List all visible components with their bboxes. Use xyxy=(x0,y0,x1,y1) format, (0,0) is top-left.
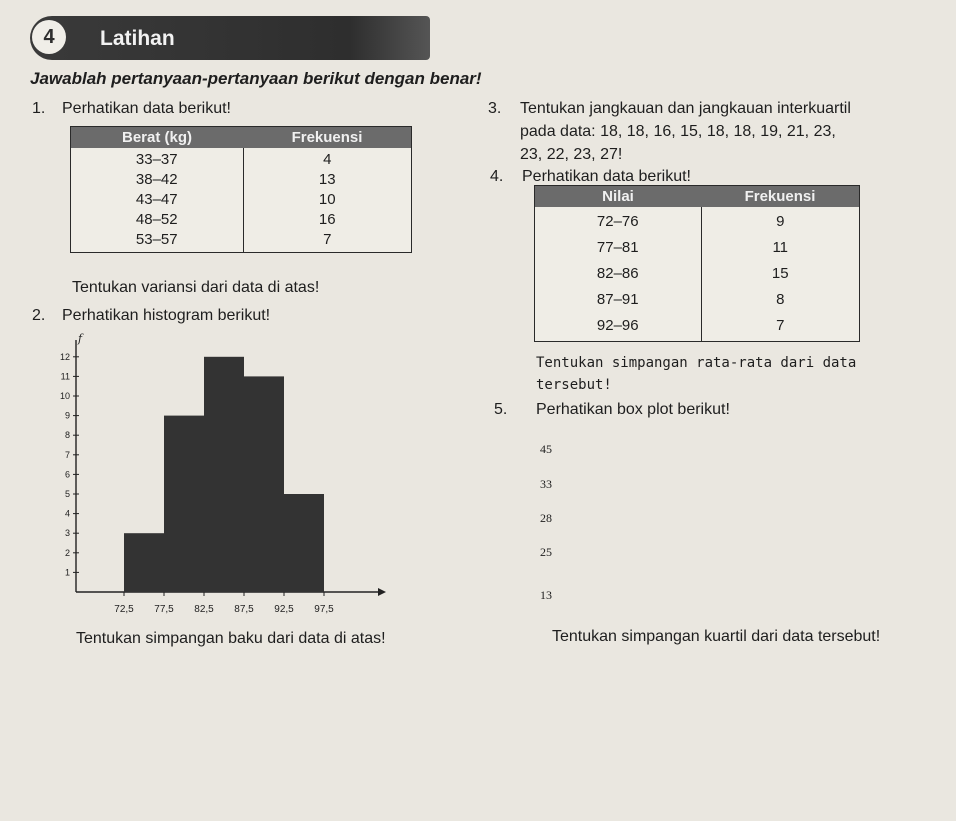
table-header: Berat (kg) xyxy=(71,127,244,149)
instruction-text: Jawablah pertanyaan-pertanyaan berikut dengan benar! xyxy=(30,69,482,88)
table-cell: 10 xyxy=(318,191,336,208)
table-cell: 7 xyxy=(776,317,785,334)
table-cell: 87–91 xyxy=(596,291,639,308)
y-tick-label: 12 xyxy=(60,351,70,362)
table-cell: 8 xyxy=(776,291,785,308)
table-cell: 43–47 xyxy=(135,191,178,208)
table-cell: 11 xyxy=(772,239,789,256)
q1-text: Perhatikan data berikut! xyxy=(62,100,231,117)
q4-text: Perhatikan data berikut! xyxy=(522,168,691,185)
y-tick-label: 10 xyxy=(60,391,70,401)
boxplot-value: 25 xyxy=(540,545,552,559)
y-tick-label: 9 xyxy=(64,410,70,421)
q2-task: Tentukan simpangan baku dari data di atas! xyxy=(76,630,386,647)
q4-task-line-1: Tentukan simpangan rata-rata dari data xyxy=(536,355,857,371)
table-cell: 53–57 xyxy=(135,231,178,248)
q3-line-2: pada data: 18, 18, 16, 15, 18, 18, 19, 21, 23, xyxy=(520,123,836,140)
table-header: Frekuensi xyxy=(701,186,860,208)
y-tick-label: 2 xyxy=(64,547,70,558)
boxplot-value: 13 xyxy=(540,588,552,602)
x-tick-label: 72,5 xyxy=(114,604,134,615)
q2-text: Perhatikan histogram berikut! xyxy=(62,307,271,324)
section-number: 4 xyxy=(43,25,55,48)
table-cell: 77–81 xyxy=(596,239,639,256)
table-header: Frekuensi xyxy=(243,127,412,149)
table-cell: 72–76 xyxy=(596,213,639,230)
y-tick-label: 3 xyxy=(64,528,70,539)
q5-text: Perhatikan box plot berikut! xyxy=(536,401,730,418)
q3-number: 3. xyxy=(488,100,502,117)
table-cell: 15 xyxy=(771,265,789,282)
table-cell: 16 xyxy=(318,211,336,228)
q4-col-values xyxy=(535,207,702,342)
table-cell: 48–52 xyxy=(135,211,178,228)
y-tick-label: 11 xyxy=(60,371,70,382)
y-tick-label: 1 xyxy=(64,567,70,578)
histogram-chart xyxy=(60,330,390,622)
table-cell: 7 xyxy=(323,231,332,248)
q3-line-1: Tentukan jangkauan dan jangkauan interkuartil xyxy=(520,100,851,117)
boxplot-value: 28 xyxy=(540,511,552,525)
x-tick-label: 92,5 xyxy=(274,604,294,615)
y-tick-label: 5 xyxy=(64,489,70,499)
table-cell: 33–37 xyxy=(135,151,178,168)
x-tick-label: 82,5 xyxy=(194,604,214,615)
section-number-badge xyxy=(32,20,66,54)
table-cell: 13 xyxy=(318,171,336,188)
q1-number: 1. xyxy=(32,100,46,117)
table-cell: 82–86 xyxy=(596,265,639,282)
y-axis-label: f xyxy=(78,332,83,345)
table-cell: 92–96 xyxy=(596,317,639,334)
q1-col-weights xyxy=(71,148,244,253)
y-tick-label: 4 xyxy=(64,508,70,519)
x-axis-arrow xyxy=(378,588,386,596)
x-tick-label: 87,5 xyxy=(234,604,254,615)
q1-task: Tentukan variansi dari data di atas! xyxy=(72,279,320,296)
table-cell: 9 xyxy=(776,213,785,230)
x-tick-label: 97,5 xyxy=(314,604,334,615)
q3-line-3: 23, 22, 23, 27! xyxy=(520,146,623,163)
boxplot-value: 33 xyxy=(540,477,552,491)
y-tick-label: 6 xyxy=(64,469,70,480)
histogram-bar xyxy=(124,533,164,592)
x-tick-label: 77,5 xyxy=(154,604,174,615)
q5-task: Tentukan simpangan kuartil dari data tersebut! xyxy=(552,628,881,645)
q2-number: 2. xyxy=(32,307,46,324)
q1-col-frequencies xyxy=(243,148,412,253)
histogram-bar xyxy=(164,416,204,592)
q4-number: 4. xyxy=(490,168,504,185)
histogram-bar xyxy=(284,494,324,592)
table-cell: 4 xyxy=(323,151,332,168)
q4-col-frequencies xyxy=(701,207,860,342)
q4-task-line-2: tersebut! xyxy=(536,377,612,393)
table-header: Nilai xyxy=(535,186,702,208)
q1-table xyxy=(70,126,412,253)
q5-number: 5. xyxy=(494,401,508,418)
section-banner xyxy=(30,16,430,60)
y-tick-label: 8 xyxy=(64,430,70,441)
section-title: Latihan xyxy=(100,27,175,50)
histogram-bar xyxy=(244,376,284,592)
table-cell: 38–42 xyxy=(135,171,178,188)
histogram-bar xyxy=(204,357,244,592)
q4-table xyxy=(534,185,860,342)
boxplot-value: 45 xyxy=(540,442,552,456)
y-tick-label: 7 xyxy=(64,449,70,460)
